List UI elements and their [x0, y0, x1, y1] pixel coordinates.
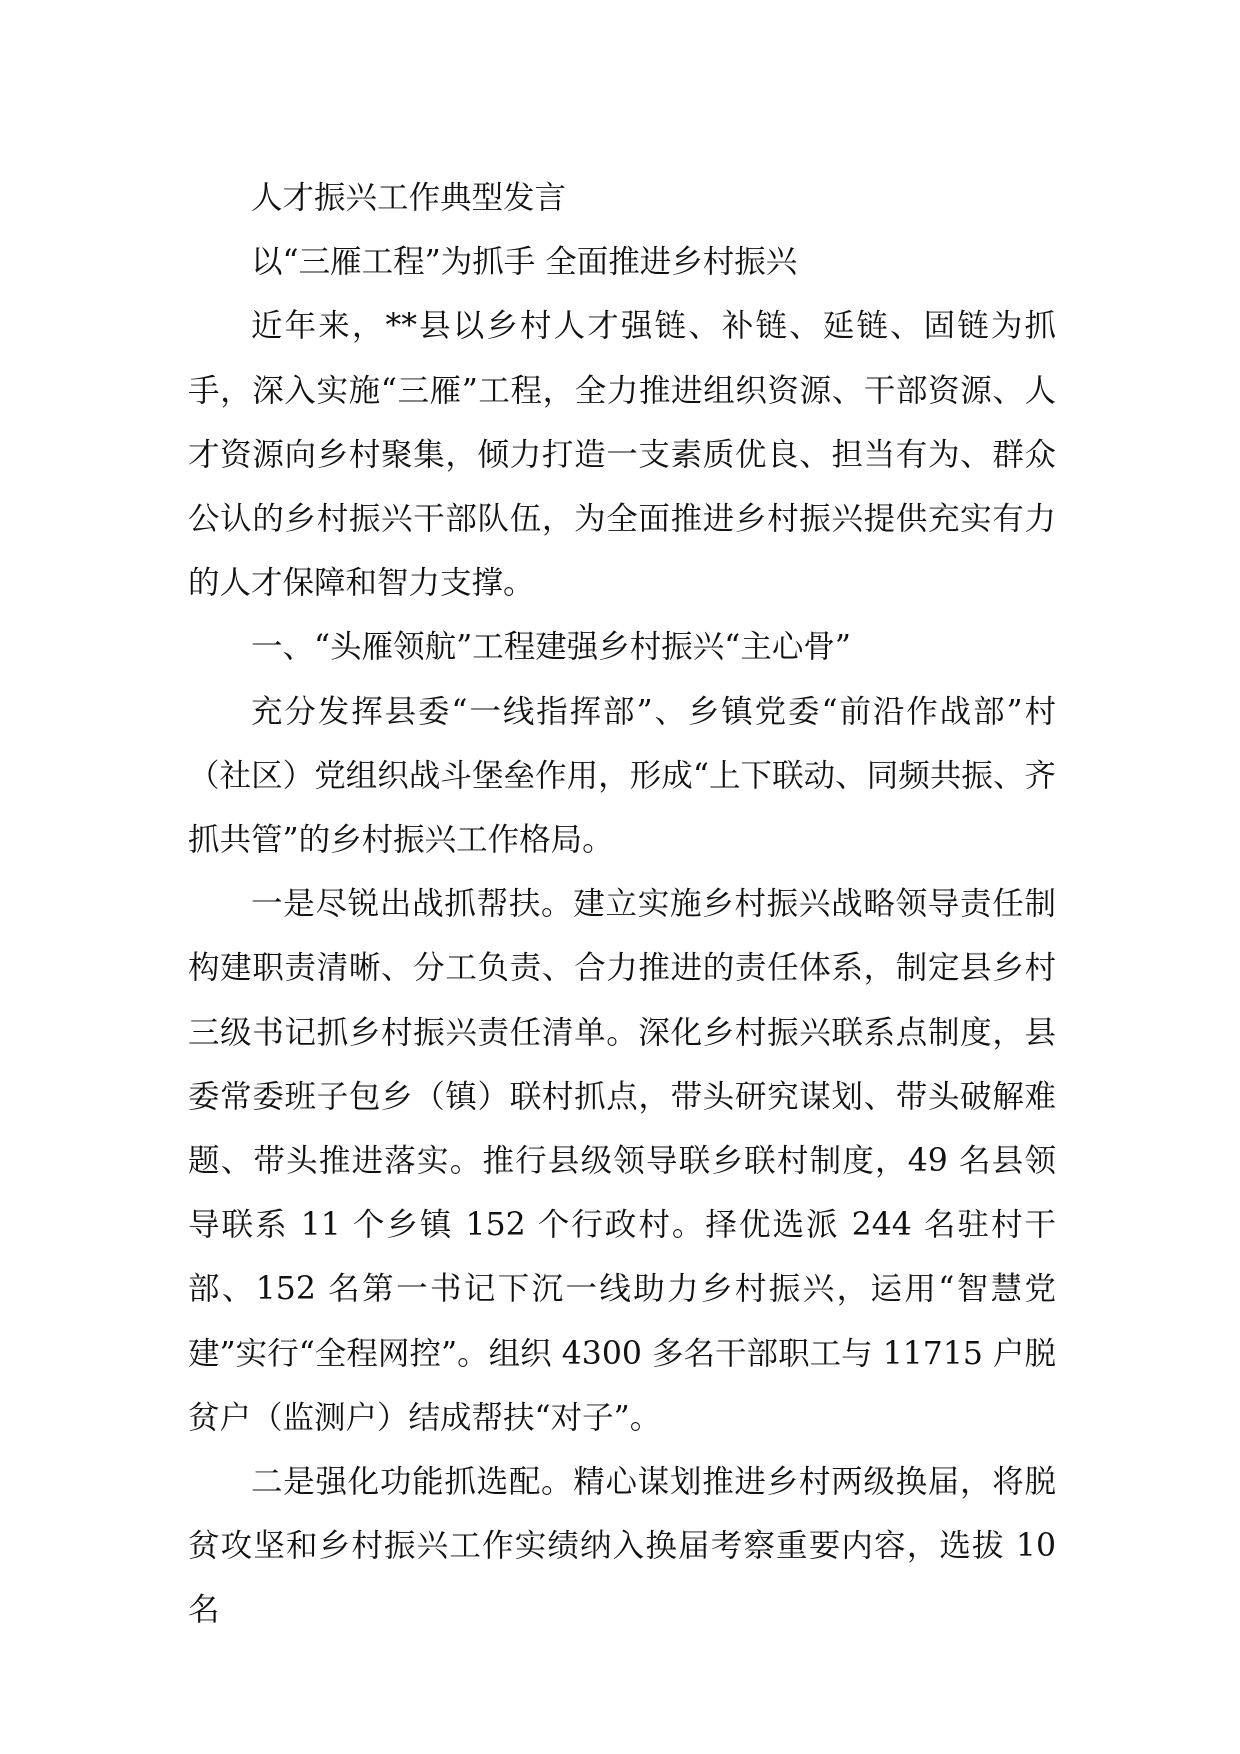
section-heading-1: 一、“头雁领航”工程建强乡村振兴“主心骨”	[251, 629, 851, 666]
document-title: 人才振兴工作典型发言	[251, 180, 567, 216]
paragraph-intro: 近年来，**县以乡村人才强链、补链、延链、固链为抓手，深入实施“三雁”工程，全力推进组织资源、干部资源、人才资源向乡村聚集，倾力打造一支素质优良、担当有为、群众公认的乡村振兴干部队伍，为全面推进乡村振兴提供充实有力的人才保障和智力支撑。	[188, 308, 1056, 602]
paragraph-point-2: 二是强化功能抓选配。精心谋划推进乡村两级换届，将脱贫攻坚和乡村振兴工作实绩纳入换届考察重要内容，选拔 10 名	[188, 1464, 1056, 1629]
paragraph-section-1-intro: 充分发挥县委“一线指挥部”、乡镇党委“前沿作战部”村（社区）党组织战斗堡垒作用，形成“上下联动、同频共振、齐抓共管”的乡村振兴工作格局。	[188, 693, 1056, 859]
document-body	[188, 166, 1056, 1643]
document-subtitle: 以“三雁工程”为抓手 全面推进乡村振兴	[251, 244, 798, 281]
paragraph-point-1: 一是尽锐出战抓帮扶。建立实施乡村振兴战略领导责任制构建职责清晰、分工负责、合力推进的责任体系，制定县乡村三级书记抓乡村振兴责任清单。深化乡村振兴联系点制度，县委常委班子包乡（镇）联村抓点，带头研究谋划、带头破解难题、带头推进落实。推行县级领导联乡联村制度，49 名县领导联系 11 个乡镇 152 个行政村。择优选派 244 名驻村干部、152 名第一书记下沉一线助力乡村振兴，运用“智慧党建”实行“全程网控”。组织 4300 多名干部职工与 11715 户脱贫户（监测户）结成帮扶“对子”。	[188, 886, 1056, 1436]
